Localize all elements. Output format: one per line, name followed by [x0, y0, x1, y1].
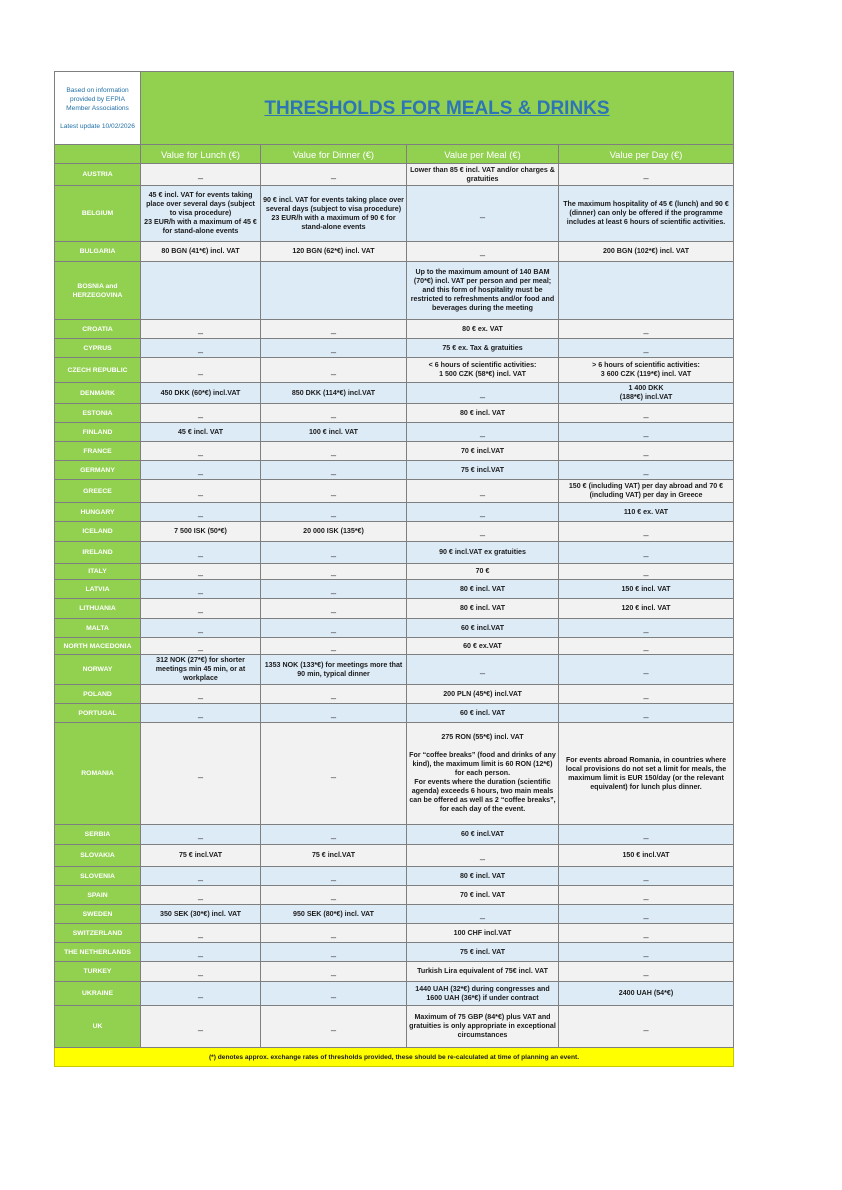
meal-value-cell: Maximum of 75 GBP (84*€) plus VAT and gratuities is only appropriate in exceptional circumstances	[407, 1006, 559, 1048]
table-row	[55, 339, 734, 358]
lunch-value-cell: _	[141, 442, 261, 461]
meal-value-cell: 275 RON (55*€) incl. VAT For “coffee breaks” (food and drinks of any kind), the maximum limit is 60 RON (12*€) for each person. For events where the duration (scientific agenda) exceeds 6 hours, two main meals can be offered as well as 2 “coffee breaks”, for each day of the event.	[407, 723, 559, 825]
dinner-value-cell: _	[261, 825, 407, 845]
country-cell: MALTA	[55, 619, 141, 638]
table-row	[55, 564, 734, 580]
country-cell: SPAIN	[55, 886, 141, 905]
meal-value-cell: 60 € ex.VAT	[407, 638, 559, 655]
day-value-cell: 150 € incl. VAT	[559, 580, 734, 599]
day-value-cell: 150 € (including VAT) per day abroad and 70 € (including VAT) per day in Greece	[559, 480, 734, 503]
country-cell: SLOVAKIA	[55, 845, 141, 867]
day-value-cell: _	[559, 442, 734, 461]
day-value-cell: _	[559, 339, 734, 358]
lunch-value-cell: 80 BGN (41*€) incl. VAT	[141, 242, 261, 262]
column-header-dinner: Value for Dinner (€)	[261, 145, 407, 164]
meal-value-cell: 60 € incl. VAT	[407, 704, 559, 723]
dinner-value-cell: _	[261, 442, 407, 461]
lunch-value-cell: 350 SEK (30*€) incl. VAT	[141, 905, 261, 924]
meal-value-cell: 75 € incl. VAT	[407, 943, 559, 962]
dinner-value-cell: 850 DKK (114*€) incl.VAT	[261, 383, 407, 404]
source-info-line: Based on information	[66, 86, 129, 94]
meal-value-cell: 80 € incl. VAT	[407, 867, 559, 886]
day-value-cell: _	[559, 638, 734, 655]
country-cell: FINLAND	[55, 423, 141, 442]
country-cell: GERMANY	[55, 461, 141, 480]
day-value-cell: 110 € ex. VAT	[559, 503, 734, 522]
lunch-value-cell: 75 € incl.VAT	[141, 845, 261, 867]
page-title: THRESHOLDS FOR MEALS & DRINKS	[141, 72, 734, 145]
country-cell: TURKEY	[55, 962, 141, 982]
table-row	[55, 1006, 734, 1048]
dinner-value-cell: _	[261, 461, 407, 480]
dinner-value-cell: _	[261, 619, 407, 638]
dinner-value-cell: _	[261, 503, 407, 522]
day-value-cell: 150 € incl.VAT	[559, 845, 734, 867]
country-cell: SLOVENIA	[55, 867, 141, 886]
meal-value-cell: 100 CHF incl.VAT	[407, 924, 559, 943]
country-cell: SWEDEN	[55, 905, 141, 924]
table-row	[55, 580, 734, 599]
dinner-value-cell: _	[261, 339, 407, 358]
table-row	[55, 867, 734, 886]
country-cell: DENMARK	[55, 383, 141, 404]
day-value-cell: _	[559, 164, 734, 186]
lunch-value-cell: _	[141, 404, 261, 423]
lunch-value-cell: 450 DKK (60*€) incl.VAT	[141, 383, 261, 404]
table-row	[55, 655, 734, 685]
meal-value-cell: 70 € incl.VAT	[407, 442, 559, 461]
meal-value-cell: _	[407, 503, 559, 522]
table-row	[55, 262, 734, 320]
table-row	[55, 845, 734, 867]
dinner-value-cell: _	[261, 886, 407, 905]
country-column-header	[55, 145, 141, 164]
table-row	[55, 164, 734, 186]
country-cell: BULGARIA	[55, 242, 141, 262]
dinner-value-cell: _	[261, 580, 407, 599]
meal-value-cell: 75 € incl.VAT	[407, 461, 559, 480]
table-row	[55, 461, 734, 480]
day-value-cell: _	[559, 564, 734, 580]
lunch-value-cell: _	[141, 339, 261, 358]
table-row	[55, 924, 734, 943]
source-info-line: provided by EFPIA	[70, 95, 125, 103]
table-row	[55, 404, 734, 423]
dinner-value-cell: 90 € incl. VAT for events taking place over several days (subject to visa procedure) 23 EUR/h with a maximum of 90 € for stand-alone events	[261, 186, 407, 242]
meal-value-cell: 80 € incl. VAT	[407, 580, 559, 599]
footnote: (*) denotes approx. exchange rates of thresholds provided, these should be re-calculated at time of planning an event.	[55, 1048, 734, 1067]
day-value-cell: 1 400 DKK (188*€) incl.VAT	[559, 383, 734, 404]
table-row	[55, 905, 734, 924]
meal-value-cell: Lower than 85 € incl. VAT and/or charges & gratuities	[407, 164, 559, 186]
lunch-value-cell: _	[141, 480, 261, 503]
day-value-cell: _	[559, 867, 734, 886]
dinner-value-cell: _	[261, 924, 407, 943]
dinner-value-cell: _	[261, 1006, 407, 1048]
dinner-value-cell: _	[261, 320, 407, 339]
day-value-cell: > 6 hours of scientific activities: 3 600 CZK (119*€) incl. VAT	[559, 358, 734, 383]
table-row	[55, 442, 734, 461]
country-cell: BELGIUM	[55, 186, 141, 242]
meal-value-cell: Turkish Lira equivalent of 75€ incl. VAT	[407, 962, 559, 982]
day-value-cell	[559, 262, 734, 320]
day-value-cell: _	[559, 423, 734, 442]
country-cell: SWITZERLAND	[55, 924, 141, 943]
meal-value-cell: _	[407, 186, 559, 242]
day-value-cell: _	[559, 619, 734, 638]
meal-value-cell: 60 € incl.VAT	[407, 825, 559, 845]
day-value-cell: _	[559, 655, 734, 685]
meal-value-cell: 80 € incl. VAT	[407, 404, 559, 423]
table-row	[55, 982, 734, 1006]
lunch-value-cell: 45 € incl. VAT for events taking place over several days (subject to visa procedure) 23 EUR/h with a maximum of 45 € for stand-alone events	[141, 186, 261, 242]
country-cell: THE NETHERLANDS	[55, 943, 141, 962]
day-value-cell: _	[559, 943, 734, 962]
country-cell: LATVIA	[55, 580, 141, 599]
table-row	[55, 943, 734, 962]
dinner-value-cell: _	[261, 982, 407, 1006]
country-cell: ESTONIA	[55, 404, 141, 423]
table-row	[55, 242, 734, 262]
lunch-value-cell: _	[141, 1006, 261, 1048]
dinner-value-cell: _	[261, 480, 407, 503]
meal-value-cell: 70 €	[407, 564, 559, 580]
lunch-value-cell: _	[141, 962, 261, 982]
country-cell: FRANCE	[55, 442, 141, 461]
lunch-value-cell: _	[141, 164, 261, 186]
lunch-value-cell: _	[141, 599, 261, 619]
country-cell: CROATIA	[55, 320, 141, 339]
table-row	[55, 423, 734, 442]
lunch-value-cell: _	[141, 619, 261, 638]
day-value-cell: _	[559, 542, 734, 564]
day-value-cell: 2400 UAH (54*€)	[559, 982, 734, 1006]
dinner-value-cell: _	[261, 638, 407, 655]
lunch-value-cell: _	[141, 685, 261, 704]
country-cell: AUSTRIA	[55, 164, 141, 186]
country-cell: BOSNIA and HERZEGOVINA	[55, 262, 141, 320]
table-row	[55, 723, 734, 825]
meal-value-cell: _	[407, 522, 559, 542]
country-cell: CYPRUS	[55, 339, 141, 358]
dinner-value-cell: _	[261, 962, 407, 982]
country-cell: ROMANIA	[55, 723, 141, 825]
day-value-cell: _	[559, 924, 734, 943]
meal-value-cell: 80 € ex. VAT	[407, 320, 559, 339]
meal-value-cell: _	[407, 242, 559, 262]
country-cell: NORTH MACEDONIA	[55, 638, 141, 655]
country-cell: POLAND	[55, 685, 141, 704]
table-row	[55, 186, 734, 242]
dinner-value-cell	[261, 262, 407, 320]
header-row	[55, 72, 734, 145]
dinner-value-cell: 1353 NOK (133*€) for meetings more that 90 min, typical dinner	[261, 655, 407, 685]
thresholds-table-sheet	[54, 71, 733, 1067]
lunch-value-cell: 45 € incl. VAT	[141, 423, 261, 442]
table-row	[55, 962, 734, 982]
day-value-cell: _	[559, 320, 734, 339]
meal-value-cell: _	[407, 905, 559, 924]
dinner-value-cell: _	[261, 358, 407, 383]
table-row	[55, 825, 734, 845]
dinner-value-cell: _	[261, 404, 407, 423]
meal-value-cell: _	[407, 480, 559, 503]
lunch-value-cell: _	[141, 564, 261, 580]
table-row	[55, 704, 734, 723]
meal-value-cell: _	[407, 845, 559, 867]
dinner-value-cell: 950 SEK (80*€) incl. VAT	[261, 905, 407, 924]
country-cell: ICELAND	[55, 522, 141, 542]
dinner-value-cell: 100 € incl. VAT	[261, 423, 407, 442]
country-cell: ITALY	[55, 564, 141, 580]
lunch-value-cell: _	[141, 886, 261, 905]
lunch-value-cell	[141, 262, 261, 320]
day-value-cell: The maximum hospitality of 45 € (lunch) and 90 € (dinner) can only be offered if the programme includes at least 6 hours of scientific activities.	[559, 186, 734, 242]
meal-value-cell: 70 € incl. VAT	[407, 886, 559, 905]
lunch-value-cell: 312 NOK (27*€) for shorter meetings min 45 min, or at workplace	[141, 655, 261, 685]
meal-value-cell: < 6 hours of scientific activities: 1 500 CZK (58*€) incl. VAT	[407, 358, 559, 383]
country-cell: NORWAY	[55, 655, 141, 685]
meal-value-cell: 200 PLN (45*€) incl.VAT	[407, 685, 559, 704]
day-value-cell: _	[559, 461, 734, 480]
day-value-cell: _	[559, 962, 734, 982]
country-cell: HUNGARY	[55, 503, 141, 522]
lunch-value-cell: _	[141, 943, 261, 962]
lunch-value-cell: _	[141, 503, 261, 522]
meal-value-cell: Up to the maximum amount of 140 BAM (70*€) incl. VAT per person and per meal; and this form of hospitality must be restricted to refreshments and/or food and beverages during the meeting	[407, 262, 559, 320]
table-row	[55, 542, 734, 564]
dinner-value-cell: _	[261, 723, 407, 825]
day-value-cell: _	[559, 522, 734, 542]
dinner-value-cell: _	[261, 564, 407, 580]
table-row	[55, 383, 734, 404]
lunch-value-cell: _	[141, 638, 261, 655]
country-cell: SERBIA	[55, 825, 141, 845]
country-cell: LITHUANIA	[55, 599, 141, 619]
table-row	[55, 503, 734, 522]
lunch-value-cell: _	[141, 542, 261, 564]
country-cell: UK	[55, 1006, 141, 1048]
lunch-value-cell: _	[141, 320, 261, 339]
column-header-day: Value per Day (€)	[559, 145, 734, 164]
dinner-value-cell: 20 000 ISK (135*€)	[261, 522, 407, 542]
country-cell: CZECH REPUBLIC	[55, 358, 141, 383]
table-row	[55, 685, 734, 704]
dinner-value-cell: _	[261, 164, 407, 186]
meal-value-cell: _	[407, 423, 559, 442]
table-row	[55, 599, 734, 619]
thresholds-table	[54, 71, 734, 1067]
day-value-cell: _	[559, 1006, 734, 1048]
dinner-value-cell: _	[261, 704, 407, 723]
lunch-value-cell: _	[141, 358, 261, 383]
meal-value-cell: 90 € incl.VAT ex gratuities	[407, 542, 559, 564]
meal-value-cell: _	[407, 655, 559, 685]
footnote-row	[55, 1048, 734, 1067]
country-cell: GREECE	[55, 480, 141, 503]
country-cell: PORTUGAL	[55, 704, 141, 723]
dinner-value-cell: _	[261, 685, 407, 704]
day-value-cell: For events abroad Romania, in countries where local provisions do not set a limit for meals, the maximum limit is EUR 150/day (or the relevant equivalent) for lunch plus dinner.	[559, 723, 734, 825]
dinner-value-cell: _	[261, 599, 407, 619]
lunch-value-cell: _	[141, 461, 261, 480]
source-info-line: Member Associations	[66, 104, 129, 112]
lunch-value-cell: _	[141, 825, 261, 845]
country-cell: IRELAND	[55, 542, 141, 564]
table-row	[55, 522, 734, 542]
day-value-cell: 120 € incl. VAT	[559, 599, 734, 619]
day-value-cell: _	[559, 825, 734, 845]
lunch-value-cell: _	[141, 723, 261, 825]
meal-value-cell: _	[407, 383, 559, 404]
dinner-value-cell: _	[261, 542, 407, 564]
column-header-meal: Value per Meal (€)	[407, 145, 559, 164]
lunch-value-cell: _	[141, 982, 261, 1006]
table-row	[55, 320, 734, 339]
meal-value-cell: 1440 UAH (32*€) during congresses and 1600 UAH (36*€) if under contract	[407, 982, 559, 1006]
day-value-cell: _	[559, 905, 734, 924]
column-header-lunch: Value for Lunch (€)	[141, 145, 261, 164]
day-value-cell: _	[559, 404, 734, 423]
lunch-value-cell: _	[141, 924, 261, 943]
table-row	[55, 480, 734, 503]
column-header-row	[55, 145, 734, 164]
table-row	[55, 358, 734, 383]
meal-value-cell: 60 € incl.VAT	[407, 619, 559, 638]
table-row	[55, 886, 734, 905]
dinner-value-cell: 120 BGN (62*€) incl. VAT	[261, 242, 407, 262]
latest-update: Latest update 10/02/2026	[60, 122, 135, 130]
lunch-value-cell: _	[141, 867, 261, 886]
table-row	[55, 619, 734, 638]
day-value-cell: 200 BGN (102*€) incl. VAT	[559, 242, 734, 262]
lunch-value-cell: 7 500 ISK (50*€)	[141, 522, 261, 542]
dinner-value-cell: _	[261, 943, 407, 962]
meal-value-cell: 75 € ex. Tax & gratuities	[407, 339, 559, 358]
day-value-cell: _	[559, 886, 734, 905]
dinner-value-cell: 75 € incl.VAT	[261, 845, 407, 867]
dinner-value-cell: _	[261, 867, 407, 886]
lunch-value-cell: _	[141, 580, 261, 599]
meal-value-cell: 80 € incl. VAT	[407, 599, 559, 619]
table-row	[55, 638, 734, 655]
day-value-cell: _	[559, 704, 734, 723]
day-value-cell: _	[559, 685, 734, 704]
country-cell: UKRAINE	[55, 982, 141, 1006]
source-info	[55, 72, 141, 145]
lunch-value-cell: _	[141, 704, 261, 723]
